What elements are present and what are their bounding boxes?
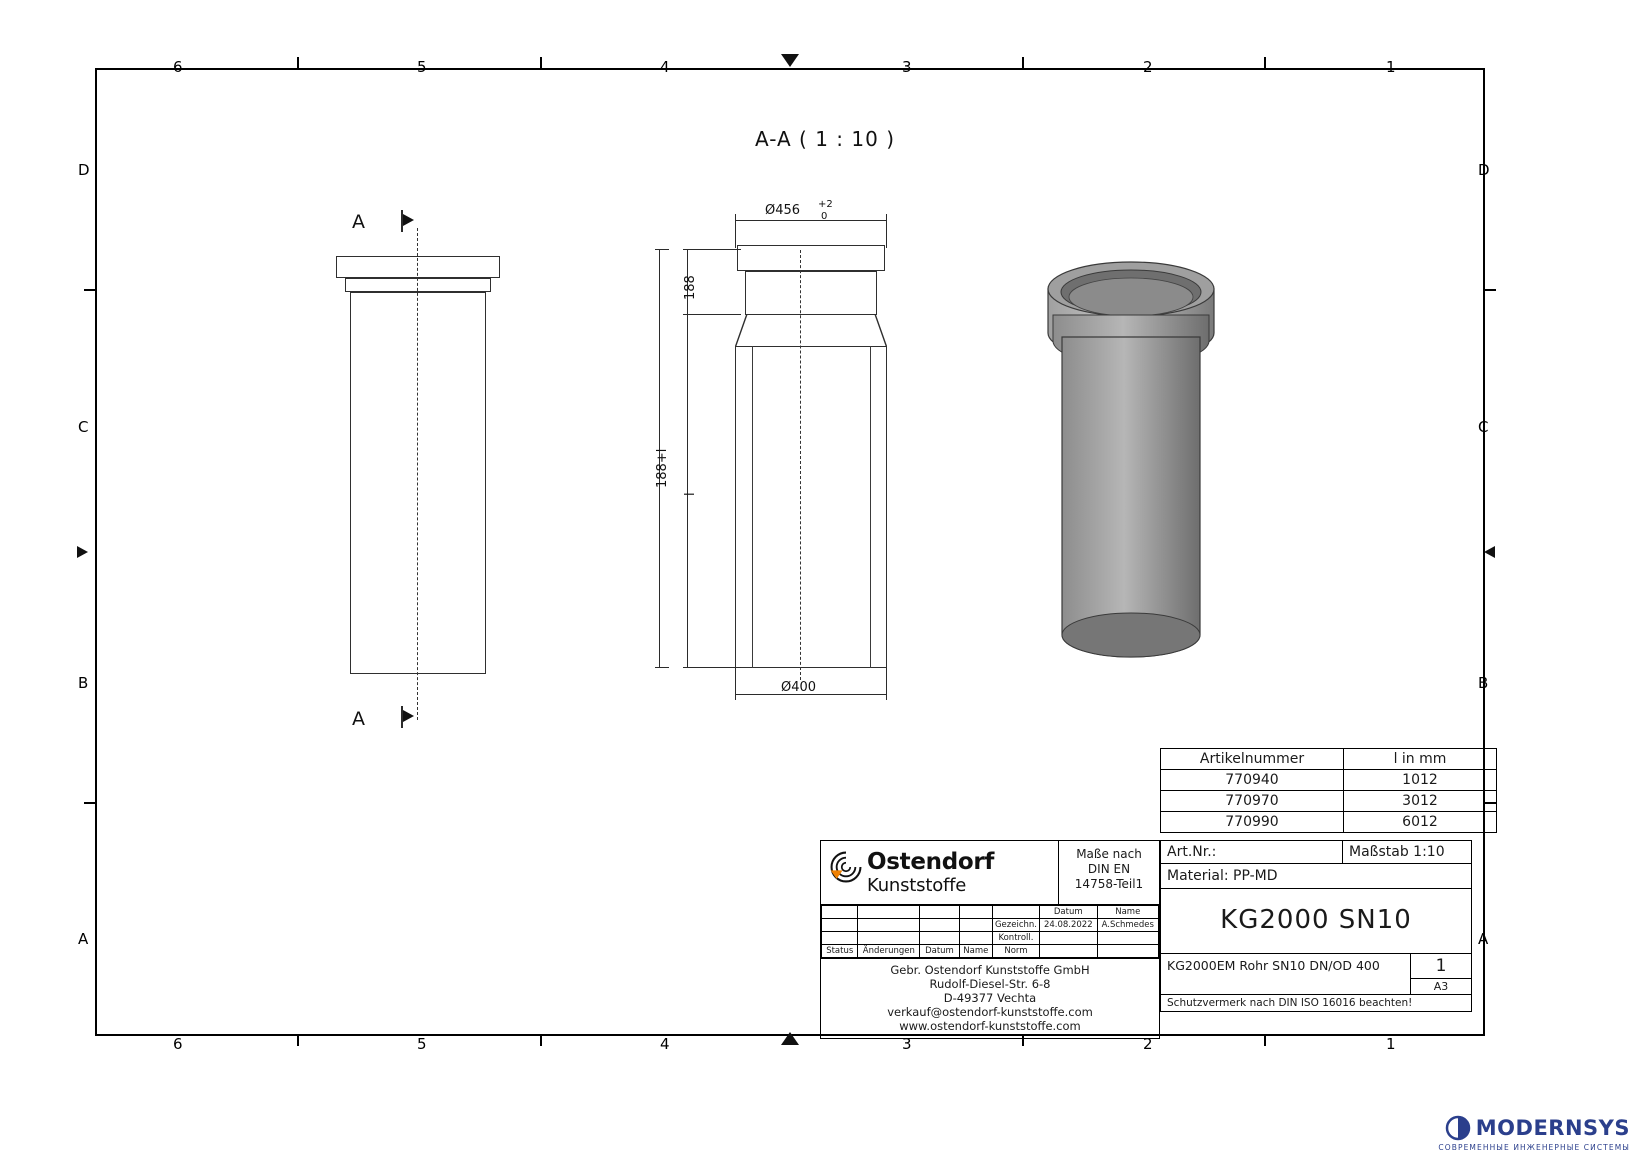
title-row-artnr bbox=[1161, 841, 1471, 864]
pipe-body bbox=[350, 292, 486, 674]
zone-left-A: A bbox=[78, 930, 89, 948]
col-length: l in mm bbox=[1344, 749, 1497, 770]
dim-text-length-symbol: l bbox=[683, 492, 698, 496]
zone-bottom-1: 1 bbox=[1386, 1035, 1396, 1053]
table-row bbox=[1161, 770, 1497, 791]
rev-name-gezeichnet: A.Schmedes bbox=[1097, 919, 1158, 932]
zone-left-B: B bbox=[78, 674, 89, 692]
product-description: KG2000EM Rohr SN10 DN/OD 400 bbox=[1167, 958, 1380, 973]
zone-right-C: C bbox=[1478, 418, 1489, 436]
section-socket-outer bbox=[737, 245, 885, 271]
address-line-3: D-49377 Vechta bbox=[943, 991, 1037, 1005]
norm-line-2: DIN EN bbox=[1087, 862, 1131, 876]
dim-ext-188-bot bbox=[683, 314, 741, 315]
center-mark-bottom-icon bbox=[781, 1032, 799, 1045]
company-address bbox=[821, 958, 1159, 1038]
article-table bbox=[1160, 748, 1497, 833]
dim-ext-right bbox=[886, 214, 887, 248]
address-email: verkauf@ostendorf-kunststoffe.com bbox=[887, 1005, 1093, 1019]
address-line-1: Gebr. Ostendorf Kunststoffe GmbH bbox=[890, 963, 1090, 977]
section-arrow-top-icon bbox=[403, 214, 414, 226]
rev-datum-kontroll bbox=[1039, 932, 1097, 945]
dim-ext-400-right bbox=[886, 668, 887, 700]
address-line-2: Rudolf-Diesel-Str. 6-8 bbox=[929, 977, 1051, 991]
sheet-format: A3 bbox=[1433, 980, 1449, 993]
section-letter-top: A bbox=[352, 211, 365, 233]
frame-tick bbox=[84, 802, 96, 804]
rev-cell bbox=[920, 932, 959, 945]
table-row bbox=[1161, 791, 1497, 812]
zone-right-A: A bbox=[1478, 930, 1489, 948]
product-name: KG2000 SN10 bbox=[1161, 889, 1471, 954]
norm-line-3: 14758-Teil1 bbox=[1074, 877, 1144, 891]
modernsys-logo-icon bbox=[1445, 1115, 1471, 1141]
center-line bbox=[417, 228, 418, 720]
rev-cell bbox=[822, 919, 858, 932]
center-mark-right-icon bbox=[1484, 546, 1495, 558]
art-nr-label: Art.Nr.: bbox=[1167, 844, 1217, 860]
address-website: www.ostendorf-kunststoffe.com bbox=[899, 1019, 1081, 1033]
revision-grid bbox=[821, 905, 1159, 958]
norm-reference bbox=[1058, 841, 1159, 904]
rev-header-name: Name bbox=[1097, 906, 1158, 919]
rev-cell bbox=[959, 919, 992, 932]
frame-tick bbox=[1022, 57, 1024, 69]
zone-top-5: 5 bbox=[417, 58, 427, 76]
rev-datum-label: Datum bbox=[920, 945, 959, 958]
cell-article-number: 770970 bbox=[1161, 791, 1344, 812]
rev-cell bbox=[858, 932, 920, 945]
frame-tick bbox=[1264, 1034, 1266, 1046]
zone-top-3: 3 bbox=[902, 58, 912, 76]
scale-value: Maßstab 1:10 bbox=[1342, 841, 1471, 863]
rev-name-kontroll bbox=[1097, 932, 1158, 945]
zone-top-1: 1 bbox=[1386, 58, 1396, 76]
watermark-top bbox=[1438, 1115, 1630, 1141]
zone-top-6: 6 bbox=[173, 58, 183, 76]
rev-cell bbox=[959, 906, 992, 919]
cell-article-number: 770940 bbox=[1161, 770, 1344, 791]
rev-name-norm bbox=[1097, 945, 1158, 958]
zone-bottom-2: 2 bbox=[1143, 1035, 1153, 1053]
center-mark-left-icon bbox=[77, 546, 88, 558]
rev-name-label: Name bbox=[959, 945, 992, 958]
cell-article-number: 770990 bbox=[1161, 812, 1344, 833]
rev-row-kontrolliert bbox=[822, 932, 1159, 945]
dim-ext-left bbox=[735, 214, 736, 248]
table-row bbox=[1161, 812, 1497, 833]
protection-note: Schutzvermerk nach DIN ISO 16016 beachten! bbox=[1161, 994, 1471, 1011]
logo-text-primary: Ostendorf bbox=[867, 849, 995, 875]
norm-line-1: Maße nach bbox=[1076, 847, 1142, 861]
frame-tick bbox=[84, 289, 96, 291]
rev-cell bbox=[822, 932, 858, 945]
rev-cell bbox=[992, 906, 1039, 919]
dim-ext-400-left bbox=[735, 668, 736, 700]
logo-text-secondary: Kunststoffe bbox=[867, 875, 967, 896]
dim-tol-upper: +2 bbox=[818, 199, 833, 210]
zone-bottom-5: 5 bbox=[417, 1035, 427, 1053]
rev-header-datum: Datum bbox=[1039, 906, 1097, 919]
section-arrow-bottom-icon bbox=[403, 710, 414, 722]
rev-cell bbox=[858, 906, 920, 919]
zone-top-4: 4 bbox=[660, 58, 670, 76]
company-logo bbox=[821, 841, 1058, 904]
dim-ext-total-top bbox=[655, 249, 669, 250]
title-block bbox=[1160, 840, 1472, 1012]
frame-tick bbox=[1484, 289, 1496, 291]
rev-cell bbox=[959, 932, 992, 945]
dim-ext-l-bot bbox=[683, 667, 741, 668]
zone-right-D: D bbox=[1478, 161, 1490, 179]
section-wall-line bbox=[752, 346, 753, 668]
cell-length: 3012 bbox=[1344, 791, 1497, 812]
dim-text-total-length: 188+l bbox=[655, 448, 670, 488]
rev-cell bbox=[858, 919, 920, 932]
sheet-number: 1 bbox=[1411, 954, 1471, 979]
section-wall-line bbox=[870, 346, 871, 668]
rev-datum-gezeichnet: 24.08.2022 bbox=[1039, 919, 1097, 932]
rev-cell bbox=[920, 919, 959, 932]
view-title: A-A ( 1 : 10 ) bbox=[755, 127, 896, 151]
dim-ext-188-top bbox=[683, 249, 741, 250]
frame-tick bbox=[1264, 57, 1266, 69]
section-pipe-body bbox=[735, 346, 887, 668]
dim-ext-total-bot bbox=[655, 667, 669, 668]
title-footer bbox=[1161, 954, 1471, 994]
center-mark-top-icon bbox=[781, 54, 799, 67]
material-row: Material: PP-MD bbox=[1161, 864, 1471, 889]
zone-right-B: B bbox=[1478, 674, 1489, 692]
dim-text-socket-depth: 188 bbox=[683, 275, 698, 300]
rev-blank-row bbox=[822, 906, 1159, 919]
view-isometric bbox=[1040, 245, 1230, 675]
dim-text-outer-diameter: Ø456 bbox=[765, 203, 801, 218]
section-center-line bbox=[800, 250, 801, 680]
cell-length: 6012 bbox=[1344, 812, 1497, 833]
modernsys-watermark bbox=[1438, 1115, 1630, 1152]
cell-length: 1012 bbox=[1344, 770, 1497, 791]
pipe-socket-outer bbox=[336, 256, 500, 278]
frame-tick bbox=[297, 1034, 299, 1046]
zone-bottom-6: 6 bbox=[173, 1035, 183, 1053]
rev-changes-label: Änderungen bbox=[858, 945, 920, 958]
pipe-socket-step bbox=[345, 278, 491, 292]
rev-label-gezeichnet: Gezeichn. bbox=[992, 919, 1039, 932]
dim-tol-lower: 0 bbox=[821, 211, 828, 222]
rev-cell bbox=[920, 906, 959, 919]
zone-left-D: D bbox=[78, 161, 90, 179]
ostendorf-swirl-icon bbox=[829, 850, 863, 884]
rev-status-label: Status bbox=[822, 945, 858, 958]
rev-label-norm: Norm bbox=[992, 945, 1039, 958]
section-taper bbox=[735, 314, 887, 348]
frame-tick bbox=[297, 57, 299, 69]
rev-row-norm bbox=[822, 945, 1159, 958]
watermark-tagline: СОВРЕМЕННЫЕ ИНЖЕНЕРНЫЕ СИСТЕМЫ bbox=[1438, 1143, 1630, 1152]
frame-tick bbox=[540, 1034, 542, 1046]
dim-text-pipe-diameter: Ø400 bbox=[781, 680, 817, 695]
sheet-info bbox=[1410, 954, 1471, 994]
zone-left-C: C bbox=[78, 418, 89, 436]
rev-datum-norm bbox=[1039, 945, 1097, 958]
rev-row-gezeichnet bbox=[822, 919, 1159, 932]
section-letter-bottom: A bbox=[352, 708, 365, 730]
col-artikelnummer: Artikelnummer bbox=[1161, 749, 1344, 770]
frame-tick bbox=[540, 57, 542, 69]
rev-cell bbox=[822, 906, 858, 919]
section-socket-inner bbox=[745, 271, 877, 315]
zone-bottom-4: 4 bbox=[660, 1035, 670, 1053]
rev-label-kontroll: Kontroll. bbox=[992, 932, 1039, 945]
company-block bbox=[820, 840, 1160, 1039]
dim-line-456 bbox=[735, 220, 887, 221]
watermark-name: MODERNSYS bbox=[1475, 1116, 1630, 1140]
zone-bottom-3: 3 bbox=[902, 1035, 912, 1053]
zone-top-2: 2 bbox=[1143, 58, 1153, 76]
table-header-row bbox=[1161, 749, 1497, 770]
logo-row bbox=[821, 841, 1159, 905]
